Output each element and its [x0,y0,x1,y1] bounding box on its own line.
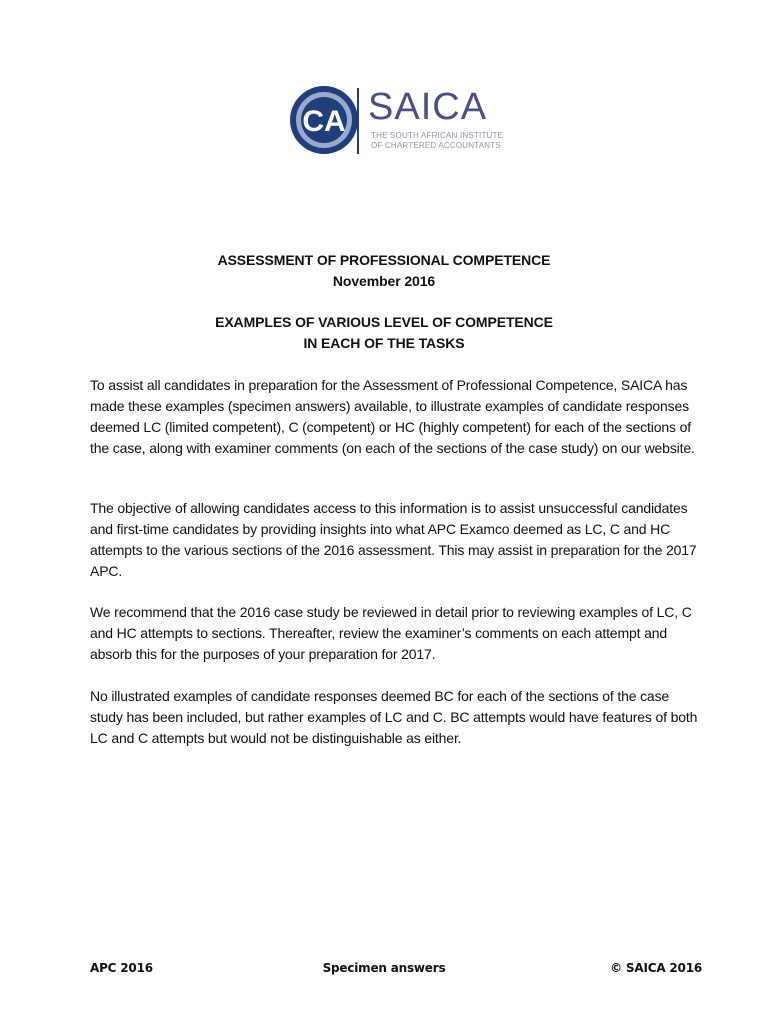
ca-logo-icon [288,84,360,156]
document-title: ASSESSMENT OF PROFESSIONAL COMPETENCE [217,252,551,268]
paragraph-introduction: To assist all candidates in preparation for the Assessment of Professional Competence, SAICA has made these examples (specimen answers) available, to illustrate examples of candidate responses deemed LC (limited competent), C (competent) or HC (highly competent) for each of the sections of the case, along with examiner comments (on each of the sections of the case study) on our website. [90,377,695,456]
logo-tagline-line2: OF CHARTERED ACCOUNTANTS [371,141,501,150]
logo-name: SAICA [368,86,488,128]
document-subtitle-line1: EXAMPLES OF VARIOUS LEVEL OF COMPETENCE [215,314,553,330]
footer-copyright: © SAICA 2016 [610,961,702,975]
footer-center: Specimen answers [322,961,446,975]
document-date: November 2016 [332,273,436,289]
paragraph-bc-note: No illustrated examples of candidate responses deemed BC for each of the sections of the case study has been included, but rather examples of LC and C. BC attempts would have features of both LC and C attempts but would not be distinguishable as either. [90,688,698,746]
logo-divider [357,88,359,154]
paragraph-objective: The objective of allowing candidates access to this information is to assist unsuccessful candidates and first-time candidates by providing insights into what APC Examco deemed as LC, C and HC attempts to the various sections of the 2016 assessment. This may assist in preparation for the 2017 APC. [90,500,697,579]
logo-mark-text: CA [302,105,346,138]
logo-tagline-line1: THE SOUTH AFRICAN INSTITUTE [371,131,504,140]
document-subtitle-line2: IN EACH OF THE TASKS [303,335,465,351]
paragraph-recommendation: We recommend that the 2016 case study be reviewed in detail prior to reviewing examples of LC, C and HC attempts to sections. Thereafter, review the examiner’s comments on each attempt and absorb this for the purposes of your preparation for 2017. [90,604,692,662]
logo-tagline [371,131,503,151]
footer-left: APC 2016 [90,961,153,975]
